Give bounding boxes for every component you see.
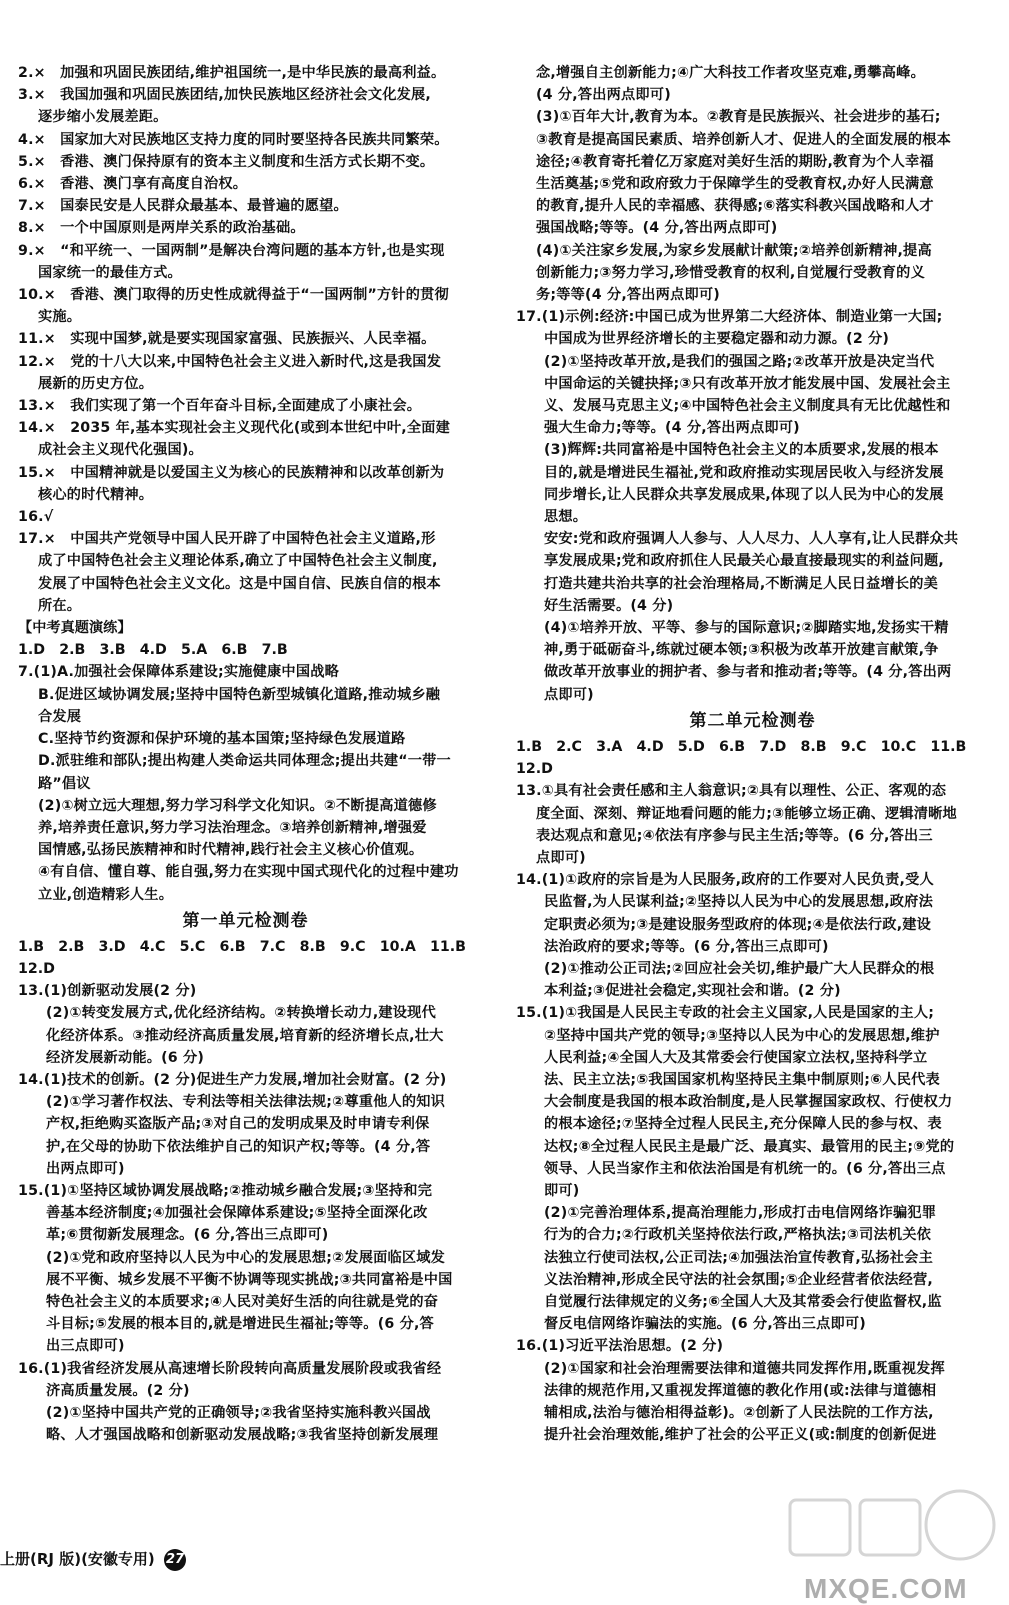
answer-line: 7.(1)A.加强社会保障体系建设;实施健康中国战略 bbox=[18, 664, 339, 681]
answer-line: 15.(1)①我国是人民民主专政的社会主义国家,人民是国家的主人; bbox=[516, 1005, 935, 1022]
answer-line: 定职责必须为;③是建设服务型政府的体现;④是依法行政,建设 bbox=[544, 916, 932, 933]
watermark-text: MXQE.COM bbox=[804, 1573, 968, 1604]
answer-line: (2)①坚持中国共产党的正确领导;②我省坚持实施科教兴国战 bbox=[46, 1404, 431, 1421]
answer-line: 点即可) bbox=[544, 686, 594, 703]
answer-line: (2)①坚持改革开放,是我们的强国之路;②改革开放是决定当代 bbox=[544, 353, 935, 370]
answer-line: 自觉履行法律规定的义务;⑥全国人大及其常委会行使监督权,监 bbox=[544, 1293, 942, 1310]
answer-line: 革;⑥贯彻新发展理念。(6 分,答出三点即可) bbox=[46, 1227, 329, 1244]
answer-line: ④有自信、懂自尊、能自强,努力在实现中国式现代化的过程中建功 bbox=[38, 864, 459, 881]
answer-key-row: 1.B 2.B 3.D 4.C 5.C 6.B 7.C 8.B 9.C 10.A 11.B bbox=[18, 938, 466, 955]
answer-line: 14.(1)技术的创新。(2 分)促进生产力发展,增加社会财富。(2 分) bbox=[18, 1071, 447, 1088]
answer-line: 神,勇于砥砺奋斗,练就过硬本领;③积极为改革开放建言献策,争 bbox=[544, 642, 939, 659]
answer-line: 14.× 2035 年,基本实现社会主义现代化(或到本世纪中叶,全面建 bbox=[18, 420, 451, 437]
answer-line: 2.× 加强和巩固民族团结,维护祖国统一,是中华民族的最高利益。 bbox=[18, 65, 446, 81]
answer-line: 出三点即可) bbox=[46, 1338, 125, 1355]
answer-line: 略、人才强国战略和创新驱动发展战略;③我省坚持创新发展理 bbox=[46, 1427, 439, 1444]
answer-line: 生活奠基;⑤党和政府致力于保障学生的受教育权,办好人民满意 bbox=[536, 176, 934, 193]
answer-line: 展不平衡、城乡发展不平衡不协调等现实挑战;③共同富裕是中国 bbox=[46, 1271, 453, 1288]
answer-line: 本利益;③促进社会稳定,实现社会和谐。(2 分) bbox=[544, 983, 841, 1000]
answer-line: 国家统一的最佳方式。 bbox=[38, 264, 182, 281]
footer-text: 上册(RJ 版)(安徽专用) bbox=[0, 1550, 155, 1568]
answer-line: 点即可) bbox=[536, 849, 586, 866]
answer-line: ③教育是提高国民素质、培养创新人才、促进人的全面发展的根本 bbox=[536, 131, 952, 148]
answer-line: 4.× 国家加大对民族地区支持力度的同时要坚持各民族共同繁荣。 bbox=[18, 131, 449, 148]
answer-line: 创新能力;③努力学习,珍惜受教育的权利,自觉履行受教育的义 bbox=[536, 264, 925, 281]
answer-line: 法、民主立法;⑤我国国家机构坚持民主集中制原则;⑥人民代表 bbox=[544, 1071, 940, 1088]
answer-line: 善基本经济制度;④加强社会保障体系建设;⑤坚持全面深化改 bbox=[46, 1205, 428, 1222]
answer-line: 经济发展新动能。(6 分) bbox=[46, 1049, 205, 1066]
answer-line: 产权,拒绝购买盗版产品;③对自己的发明成果及时申请专利保 bbox=[46, 1116, 430, 1133]
answer-line: (2)①国家和社会治理需要法律和道德共同发挥作用,既重视发挥 bbox=[544, 1360, 945, 1377]
answer-line: 实施。 bbox=[38, 309, 82, 326]
answer-line: 8.× 一个中国原则是两岸关系的政治基础。 bbox=[18, 220, 305, 237]
answer-line: 逐步缩小发展差距。 bbox=[38, 109, 168, 126]
answer-line: C.坚持节约资源和保护环境的基本国策;坚持绿色发展道路 bbox=[38, 731, 406, 748]
answer-line: 13.①具有社会责任感和主人翁意识;②具有以理性、公正、客观的态 bbox=[516, 783, 947, 800]
answer-line: (2)①树立远大理想,努力学习科学文化知识。②不断提高道德修 bbox=[38, 797, 437, 814]
subsection-heading: 【中考真题演练】 bbox=[18, 620, 132, 637]
answer-line: 法律的规范作用,又重视发挥道德的教化作用(或:法律与道德相 bbox=[544, 1382, 937, 1399]
answer-line: 辅相成,法治与德治相得益彰)。②创新了人民法院的工作方法, bbox=[544, 1404, 934, 1421]
answer-line: 出两点即可) bbox=[46, 1160, 125, 1177]
answer-line: 核心的时代精神。 bbox=[38, 486, 154, 503]
answer-line: 义、发展马克思主义;④中国特色社会主义制度具有无比优越性和 bbox=[544, 398, 951, 415]
answer-line: (2)①完善治理体系,提高治理能力,形成打击电信网络诈骗犯罪 bbox=[544, 1205, 937, 1222]
answer-line: 念,增强自主创新能力;④广大科技工作者攻坚克难,勇攀高峰。 bbox=[536, 65, 925, 81]
answer-line: 16.(1)习近平法治思想。(2 分) bbox=[516, 1338, 724, 1355]
answer-line: 中国命运的关键抉择;③只有改革开放才能发展中国、发展社会主 bbox=[544, 375, 951, 392]
answer-line: 法治政府的要求;等等。(6 分,答出三点即可) bbox=[544, 938, 829, 955]
answer-line: 民监督,为人民谋利益;②坚持以人民为中心的发展思想,政府法 bbox=[544, 894, 933, 911]
answer-line: 17.(1)示例:经济:中国已成为世界第二大经济体、制造业第一大国; bbox=[516, 309, 943, 326]
answer-line: 思想。 bbox=[544, 509, 588, 526]
answer-line: 17.× 中国共产党领导中国人民开辟了中国特色社会主义道路,形 bbox=[18, 531, 436, 548]
answer-line: 3.× 我国加强和巩固民族团结,加快民族地区经济社会文化发展, bbox=[18, 87, 432, 104]
answer-line: 7.× 国泰民安是人民群众最基本、最普遍的愿望。 bbox=[18, 198, 348, 215]
answer-line: 的教育,提升人民的幸福感、获得感;⑥落实科教兴国战略和人才 bbox=[536, 198, 934, 215]
answer-line: 打造共建共治共享的社会治理格局,不断满足人民日益增长的美 bbox=[544, 575, 939, 592]
answer-line: 13.× 我们实现了第一个百年奋斗目标,全面建成了小康社会。 bbox=[18, 398, 422, 415]
page-number-badge: 27 bbox=[164, 1549, 186, 1571]
answer-line: 法独立行使司法权,公正司法;④加强法治宣传教育,弘扬社会主 bbox=[544, 1249, 933, 1266]
answer-line: (2)①党和政府坚持以人民为中心的发展思想;②发展面临区域发 bbox=[46, 1249, 446, 1266]
answer-line: 发展了中国特色社会主义文化。这是中国自信、民族自信的根本 bbox=[38, 575, 441, 592]
answer-line: 合发展 bbox=[38, 708, 82, 725]
answer-line: 6.× 香港、澳门享有高度自治权。 bbox=[18, 176, 248, 193]
answer-line: 做改革开放事业的拥护者、参与者和推动者;等等。(4 分,答出两 bbox=[544, 664, 952, 681]
answer-line: (2)①学习著作权法、专利法等相关法律法规;②尊重他人的知识 bbox=[46, 1094, 446, 1111]
answer-line: 护,在父母的协助下依法维护自己的知识产权;等等。(4 分,答 bbox=[46, 1138, 431, 1155]
answer-line: 好生活需要。(4 分) bbox=[544, 597, 674, 614]
answer-line: 中国成为世界经济增长的主要稳定器和动力源。(2 分) bbox=[544, 331, 890, 348]
answer-key-row: 12.D bbox=[18, 960, 55, 977]
answer-line: 9.× “和平统一、一国两制”是解决台湾问题的基本方针,也是实现 bbox=[18, 242, 445, 259]
answer-line: (4 分,答出两点即可) bbox=[536, 87, 671, 104]
right-column bbox=[516, 62, 989, 1446]
section-heading: 第一单元检测卷 bbox=[182, 910, 309, 931]
answer-key-row: 1.B 2.C 3.A 4.D 5.D 6.B 7.D 8.B 9.C 10.C 11.B bbox=[516, 738, 967, 755]
page-footer bbox=[0, 1548, 186, 1571]
answer-line: 13.(1)创新驱动发展(2 分) bbox=[18, 983, 197, 1000]
answer-line: 同步增长,让人民群众共享发展成果,体现了以人民为中心的发展 bbox=[544, 486, 944, 503]
answer-line: (4)①培养开放、平等、参与的国际意识;②脚踏实地,发扬实干精 bbox=[544, 620, 949, 637]
left-column bbox=[18, 62, 473, 1446]
answer-line: 即可) bbox=[544, 1182, 580, 1199]
answer-line: 济高质量发展。(2 分) bbox=[46, 1382, 190, 1399]
answer-line: 16.(1)我省经济发展从高速增长阶段转向高质量发展阶段或我省经 bbox=[18, 1360, 442, 1377]
answer-line: 人民利益;④全国人大及其常委会行使国家立法权,坚持科学立 bbox=[544, 1049, 928, 1066]
answer-line: 享发展成果;党和政府抓住人民最关心最直接最现实的利益问题, bbox=[544, 553, 944, 570]
answer-key-row: 12.D bbox=[516, 761, 553, 778]
answer-line: 养,培养责任意识,努力学习法治理念。③培养创新精神,增强爱 bbox=[38, 819, 427, 836]
answer-line: (2)①推动公正司法;②回应社会关切,维护最广大人民群众的根 bbox=[544, 960, 935, 977]
answer-line: 12.× 党的十八大以来,中国特色社会主义进入新时代,这是我国发 bbox=[18, 353, 442, 370]
answer-line: 安安:党和政府强调人人参与、人人尽力、人人享有,让人民群众共 bbox=[544, 531, 959, 548]
answer-line: 成社会主义现代化强国)。 bbox=[38, 442, 203, 459]
answer-line: 行为的合力;②行政机关坚持依法行政,严格执法;③司法机关依 bbox=[544, 1227, 932, 1244]
answer-line: 5.× 香港、澳门保持原有的资本主义制度和生活方式长期不变。 bbox=[18, 153, 435, 170]
answer-line: (3)①百年大计,教育为本。②教育是民族振兴、社会进步的基石; bbox=[536, 109, 941, 126]
section-heading: 第二单元检测卷 bbox=[689, 710, 816, 731]
answer-line: 成了中国特色社会主义理论体系,确立了中国特色社会主义制度, bbox=[38, 553, 438, 570]
answer-line: 强大生命力;等等。(4 分,答出两点即可) bbox=[544, 420, 800, 437]
answer-line: 16.√ bbox=[18, 509, 54, 526]
answer-line: 展新的历史方位。 bbox=[38, 375, 154, 392]
answer-line: (2)①转变发展方式,优化经济结构。②转换增长动力,建设现代 bbox=[46, 1005, 436, 1022]
answer-line: 立业,创造精彩人生。 bbox=[38, 886, 174, 903]
answer-line: 15.(1)①坚持区域协调发展战略;②推动城乡融合发展;③坚持和完 bbox=[18, 1182, 433, 1199]
answer-line: 表达观点和意见;④依法有序参与民主生活;等等。(6 分,答出三 bbox=[536, 827, 933, 844]
answer-key-row: 1.D 2.B 3.B 4.D 5.A 6.B 7.B bbox=[18, 642, 288, 659]
answer-line: (4)①关注家乡发展,为家乡发展献计献策;②培养创新精神,提高 bbox=[536, 242, 932, 259]
answer-line: 10.× 香港、澳门取得的历史性成就得益于“一国两制”方针的贯彻 bbox=[18, 287, 449, 304]
answer-line: 度全面、深刻、辩证地看问题的能力;③能够立场正确、逻辑清晰地 bbox=[536, 805, 957, 822]
answer-line: 的根本途径;⑦坚持全过程人民民主,充分保障人民的参与权、表 bbox=[544, 1116, 942, 1133]
answer-line: 化经济体系。③推动经济高质量发展,培育新的经济增长点,壮大 bbox=[46, 1027, 444, 1044]
answer-line: 15.× 中国精神就是以爱国主义为核心的民族精神和以改革创新为 bbox=[18, 464, 445, 481]
answer-line: 14.(1)①政府的宗旨是为人民服务,政府的工作要对人民负责,受人 bbox=[516, 872, 934, 889]
answer-line: D.派驻维和部队;提出构建人类命运共同体理念;提出共建“一带一 bbox=[38, 753, 451, 770]
answer-line: ②坚持中国共产党的领导;③坚持以人民为中心的发展思想,维护 bbox=[544, 1027, 940, 1044]
answer-line: 斗目标;⑤发展的根本目的,就是增进民生福祉;等等。(6 分,答 bbox=[46, 1316, 434, 1333]
answer-line: 达权;⑧全过程人民民主是最广泛、最真实、最管用的民主;⑨党的 bbox=[544, 1138, 955, 1155]
answer-line: 强国战略;等等。(4 分,答出两点即可) bbox=[536, 220, 778, 237]
answer-line: 国情感,弘扬民族精神和时代精神,践行社会主义核心价值观。 bbox=[38, 842, 424, 859]
answer-line: 11.× 实现中国梦,就是要实现国家富强、民族振兴、人民幸福。 bbox=[18, 331, 436, 348]
answer-line: 所在。 bbox=[38, 597, 82, 614]
answer-line: 目的,就是增进民生福祉,党和政府推动实现居民收入与经济发展 bbox=[544, 464, 944, 481]
answer-line: 提升社会治理效能,维护了社会的公平正义(或:制度的创新促进 bbox=[544, 1427, 937, 1444]
answer-line: B.促进区域协调发展;坚持中国特色新型城镇化道路,推动城乡融 bbox=[38, 686, 441, 703]
answer-line: 督反电信网络诈骗法的实施。(6 分,答出三点即可) bbox=[544, 1316, 866, 1333]
answer-line: 特色社会主义的本质要求;④人民对美好生活的向往就是党的奋 bbox=[46, 1293, 439, 1310]
answer-line: 领导、人民当家作主和依法治国是有机统一的。(6 分,答出三点 bbox=[544, 1160, 946, 1177]
answer-line: 路”倡议 bbox=[38, 775, 91, 792]
answer-line: 义法治精神,形成全民守法的社会氛围;⑤企业经营者依法经营, bbox=[544, 1271, 933, 1288]
answer-line: 大会制度是我国的根本政治制度,是人民掌握国家政权、行使权力 bbox=[544, 1094, 953, 1111]
answer-line: 务;等等(4 分,答出两点即可) bbox=[536, 287, 720, 304]
answer-line: 途径;④教育寄托着亿万家庭对美好生活的期盼,教育为个人幸福 bbox=[536, 153, 934, 170]
answer-line: (3)辉辉:共同富裕是中国特色社会主义的本质要求,发展的根本 bbox=[544, 442, 939, 459]
